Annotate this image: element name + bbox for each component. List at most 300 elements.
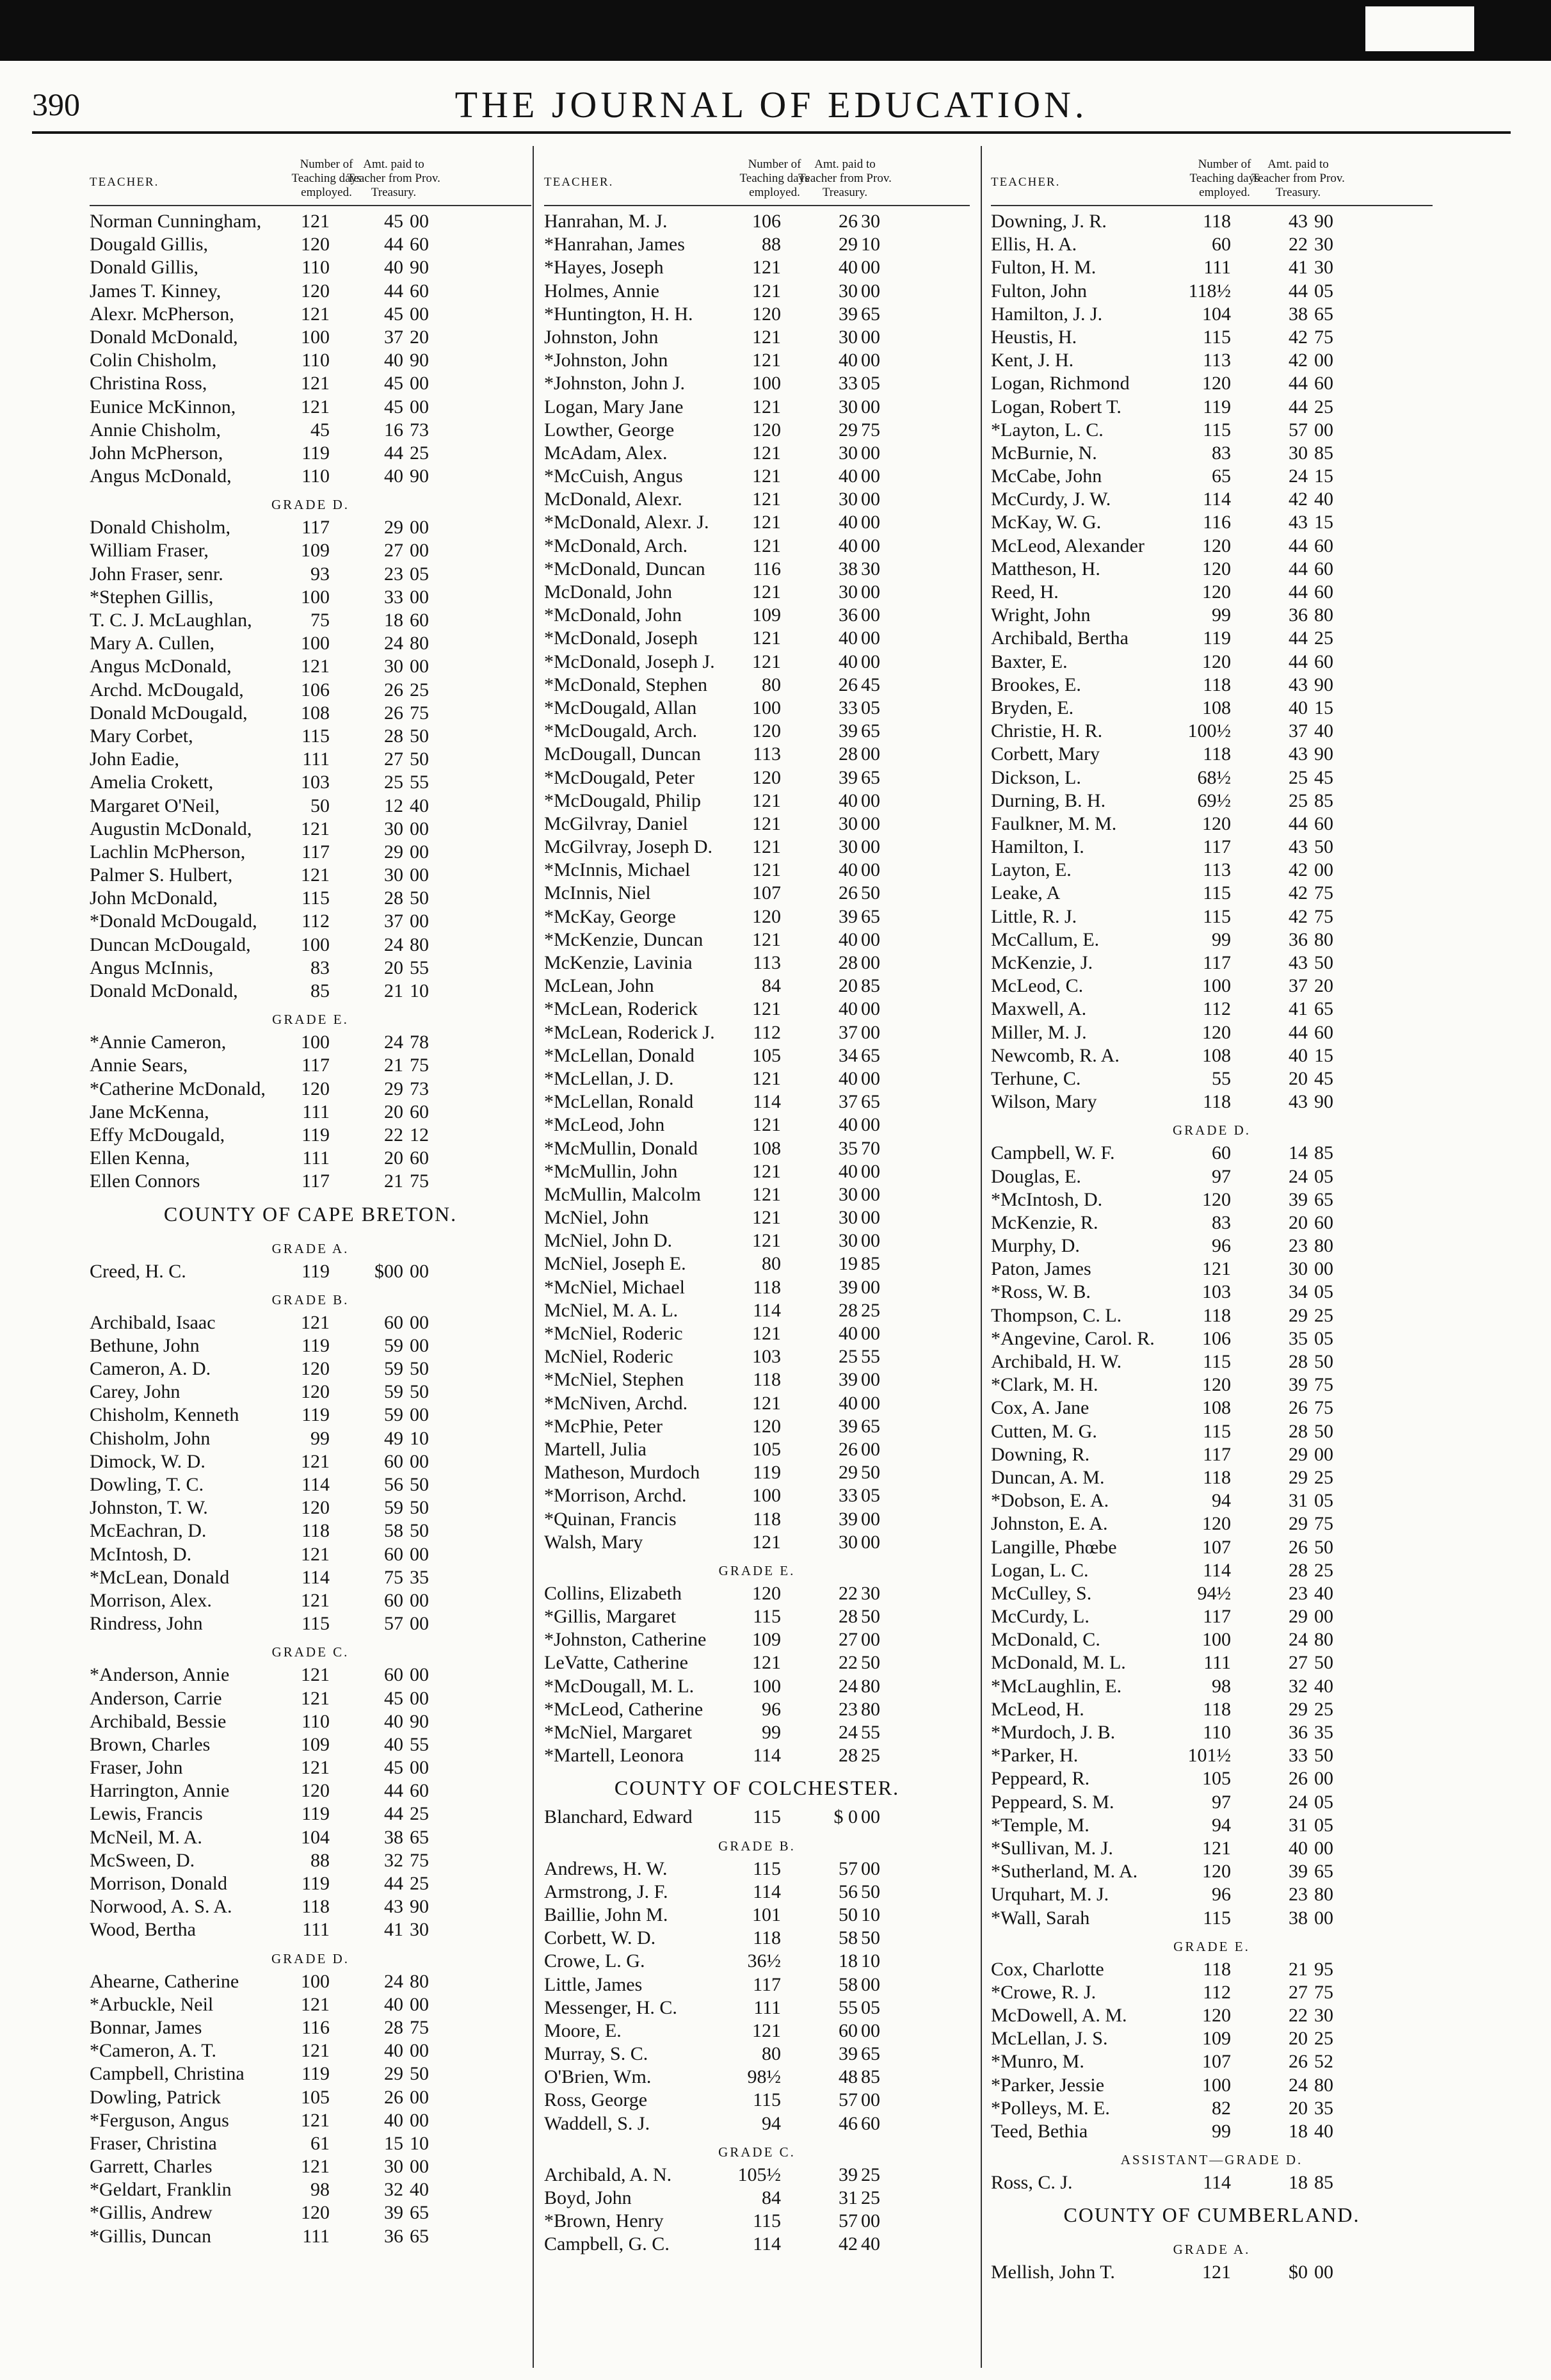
teacher-name: Ross, George	[544, 2089, 648, 2111]
teaching-days: 105½	[737, 2164, 781, 2185]
teaching-days: 119	[1203, 396, 1231, 417]
amount-dollars: 30	[839, 836, 858, 858]
amount-dollars: 29	[384, 841, 403, 862]
teacher-name: Campbell, G. C.	[544, 2233, 670, 2255]
amount-dollars: 42	[1289, 905, 1308, 927]
amount-dollars: 20	[1289, 2097, 1308, 2119]
teacher-row	[90, 1664, 531, 1687]
teaching-days: 115	[1203, 905, 1231, 927]
amount-cents: 50	[861, 1462, 880, 1484]
teacher-name: *Sutherland, M. A.	[991, 1861, 1138, 1882]
teaching-days: 120	[752, 303, 781, 325]
amount-dollars: 58	[839, 1973, 858, 1995]
amount-cents: 00	[861, 257, 880, 279]
amount-dollars: 29	[839, 234, 858, 255]
amount-cents: 25	[1314, 1304, 1333, 1326]
amount-dollars: 44	[384, 234, 403, 255]
teaching-days: 99	[1212, 928, 1231, 950]
teacher-name: *Sullivan, M. J.	[991, 1837, 1113, 1859]
teacher-name: Douglas, E.	[991, 1165, 1081, 1187]
teaching-days: 119	[301, 442, 330, 464]
teacher-name: *Murdoch, J. B.	[991, 1722, 1116, 1743]
amount-cents: 30	[1314, 234, 1333, 255]
teaching-days: 109	[301, 1733, 330, 1755]
teacher-row	[90, 1687, 531, 1710]
teacher-row	[90, 2109, 531, 2132]
amount-cents: 80	[861, 1675, 880, 1697]
teacher-name: McBurnie, N.	[991, 442, 1097, 464]
teaching-days: 105	[301, 2086, 330, 2108]
teaching-days: 60	[1212, 1142, 1231, 1164]
amount-cents: 05	[861, 373, 880, 394]
teaching-days: 100	[1202, 2074, 1231, 2096]
amount-cents: 05	[1314, 1490, 1333, 1512]
teacher-name: Rindress, John	[90, 1613, 203, 1635]
teaching-days: 60	[1212, 234, 1231, 255]
teaching-days: 100	[301, 586, 330, 608]
teacher-row	[991, 998, 1433, 1021]
teacher-name: *McDonald, Arch.	[544, 535, 688, 556]
amount-dollars: 41	[1289, 998, 1308, 1020]
teacher-row	[544, 1461, 970, 1484]
amount-dollars: 32	[384, 2179, 403, 2201]
teacher-row	[544, 2020, 970, 2043]
amount-cents: 60	[410, 610, 429, 631]
teacher-name: Collins, Elizabeth	[544, 1582, 682, 1604]
teacher-row	[991, 697, 1433, 720]
teaching-days: 97	[1212, 1165, 1231, 1187]
teacher-name: McAdam, Alex.	[544, 442, 668, 464]
teaching-days: 121	[752, 280, 781, 302]
amount-dollars: 44	[1289, 280, 1308, 302]
teaching-days: 83	[310, 957, 330, 978]
amount-dollars: 39	[839, 1276, 858, 1298]
teacher-name: Layton, E.	[991, 859, 1072, 881]
teacher-row	[90, 725, 531, 748]
teacher-row	[90, 1496, 531, 1519]
teacher-row	[544, 720, 970, 743]
teacher-row	[544, 789, 970, 813]
teacher-row	[90, 632, 531, 655]
teacher-name: Palmer S. Hulbert,	[90, 864, 233, 886]
amount-dollars: 40	[839, 535, 858, 556]
teacher-row	[90, 563, 531, 586]
teacher-name: Cameron, A. D.	[90, 1358, 211, 1380]
amount-dollars: 60	[384, 1664, 403, 1686]
teacher-name: McCabe, John	[991, 465, 1102, 487]
grade-heading: GRADE D.	[271, 497, 350, 513]
teacher-row	[90, 1334, 531, 1357]
teaching-days: 103	[301, 772, 330, 793]
teacher-row	[90, 1380, 531, 1404]
teacher-name: Wood, Bertha	[90, 1919, 196, 1941]
teaching-days: 114	[753, 1299, 781, 1321]
teacher-row	[544, 280, 970, 303]
amount-cents: 40	[410, 795, 429, 816]
teaching-days: 111	[302, 749, 330, 770]
amount-dollars: 16	[384, 419, 403, 441]
teacher-name: Moore, E.	[544, 2020, 622, 2041]
amount-dollars: 57	[839, 2089, 858, 2111]
teaching-days: 120	[752, 1415, 781, 1437]
scan-dark-band	[0, 0, 1551, 61]
amount-cents: 90	[410, 1896, 429, 1918]
teacher-row	[544, 1252, 970, 1275]
amount-dollars: 18	[839, 1950, 858, 1972]
teacher-name: Reed, H.	[991, 581, 1059, 603]
amount-cents: 80	[410, 1970, 429, 1992]
teacher-name: Mellish, John T.	[991, 2262, 1115, 2283]
amount-dollars: 30	[839, 489, 858, 510]
teacher-row	[90, 980, 531, 1003]
teacher-row	[991, 326, 1433, 349]
teaching-days: 108	[1202, 697, 1231, 718]
amount-cents: 90	[410, 257, 429, 279]
teacher-row	[991, 511, 1433, 534]
teacher-name: McLeod, Alexander	[991, 535, 1145, 556]
column-3	[991, 146, 1433, 2380]
teaching-days: 114	[1203, 1559, 1231, 1581]
teaching-days: 120	[1202, 2005, 1231, 2027]
amount-cents: 80	[1314, 2074, 1333, 2096]
teaching-days: 121	[752, 651, 781, 672]
amount-dollars: 24	[839, 1675, 858, 1697]
amount-cents: 65	[861, 303, 880, 325]
teacher-name: Logan, Mary Jane	[544, 396, 684, 417]
teaching-days: 121	[1202, 1258, 1231, 1280]
teacher-row	[544, 419, 970, 442]
amount-cents: 50	[1314, 1652, 1333, 1674]
amount-dollars: 39	[839, 720, 858, 742]
amount-cents: 50	[1314, 1745, 1333, 1767]
teaching-days: 119	[301, 1334, 330, 1356]
amount-cents: 00	[410, 1613, 429, 1635]
amount-cents: 25	[861, 1745, 880, 1767]
amount-dollars: 30	[384, 2156, 403, 2178]
teacher-row	[991, 372, 1433, 395]
county-heading: COUNTY OF CUMBERLAND.	[1063, 2203, 1360, 2227]
teaching-days: 117	[1203, 952, 1231, 973]
teacher-row	[544, 1996, 970, 2020]
amount-cents: 00	[861, 1858, 880, 1879]
teacher-row	[90, 1170, 531, 1193]
amount-cents: 00	[1314, 350, 1333, 371]
teaching-days: 100½	[1187, 720, 1231, 742]
amount-cents: 60	[1314, 813, 1333, 834]
amount-dollars: 33	[384, 586, 403, 608]
amount-dollars: 40	[1289, 697, 1308, 718]
teacher-name: Mary Corbet,	[90, 725, 193, 747]
amount-dollars: 43	[1289, 211, 1308, 232]
amount-cents: 00	[861, 928, 880, 950]
teacher-name: McKay, W. G.	[991, 512, 1102, 533]
amount-dollars: 30	[839, 326, 858, 348]
teacher-row	[90, 910, 531, 933]
amount-cents: 85	[861, 1253, 880, 1275]
teaching-days: 112	[1203, 1981, 1231, 2003]
teacher-row	[90, 1101, 531, 1124]
teacher-row	[991, 2171, 1433, 2194]
teacher-name: Effy McDougald,	[90, 1124, 225, 1145]
teaching-days: 118	[1203, 1091, 1231, 1113]
amount-cents: 75	[410, 2016, 429, 2038]
teacher-name: *Hanrahan, James	[544, 234, 685, 255]
teacher-row	[991, 1258, 1433, 1281]
teaching-days: 61	[310, 2132, 330, 2154]
amount-cents: 40	[1314, 489, 1333, 510]
amount-cents: 50	[1314, 1420, 1333, 1442]
amount-cents: 00	[861, 1114, 880, 1136]
amount-dollars: 44	[384, 442, 403, 464]
amount-dollars: 43	[1289, 952, 1308, 973]
amount-cents: 25	[1314, 1698, 1333, 1720]
teacher-row	[544, 511, 970, 534]
teacher-row	[90, 934, 531, 957]
amount-dollars: 46	[839, 2112, 858, 2134]
teacher-row	[544, 1183, 970, 1206]
teaching-days: 83	[1212, 442, 1231, 464]
teaching-days: 121	[752, 1114, 781, 1136]
teacher-row	[544, 604, 970, 627]
amount-dollars: 29	[1289, 1443, 1308, 1465]
teacher-row	[991, 1142, 1433, 1165]
teacher-name: *Ferguson, Angus	[90, 2109, 229, 2131]
amount-dollars: 30	[384, 818, 403, 839]
teacher-name: *McDougald, Peter	[544, 766, 695, 788]
teacher-row	[90, 465, 531, 488]
amount-cents: 65	[861, 905, 880, 927]
amount-cents: 00	[410, 1543, 429, 1565]
teaching-days: 119	[301, 1803, 330, 1825]
amount-dollars: 25	[1289, 789, 1308, 811]
teaching-days: 120	[752, 766, 781, 788]
teacher-name: Garrett, Charles	[90, 2156, 213, 2178]
teaching-days: 121	[301, 2040, 330, 2062]
amount-dollars: 30	[839, 396, 858, 417]
teaching-days: 118	[1203, 1466, 1231, 1488]
amount-cents: 00	[410, 1687, 429, 1709]
amount-cents: 25	[1314, 1466, 1333, 1488]
teacher-row	[991, 349, 1433, 372]
teacher-name: Brown, Charles	[90, 1733, 211, 1755]
amount-dollars: 24	[384, 1970, 403, 1992]
teaching-days: 100	[1202, 1629, 1231, 1651]
amount-cents: 50	[410, 2063, 429, 2085]
teaching-days: 120	[1202, 1513, 1231, 1535]
amount-cents: 35	[1314, 2097, 1333, 2119]
teaching-days: 88	[762, 234, 781, 255]
amount-cents: 00	[410, 1404, 429, 1426]
teacher-row	[90, 2086, 531, 2109]
teaching-days: 114	[1203, 489, 1231, 510]
amount-cents: 00	[1314, 859, 1333, 881]
teacher-name: *McDougald, Philip	[544, 789, 701, 811]
amount-cents: 65	[861, 720, 880, 742]
grade-heading: GRADE D.	[271, 1950, 350, 1966]
teaching-days: 121	[301, 1757, 330, 1779]
teaching-days: 96	[1212, 1884, 1231, 1906]
amount-cents: 50	[1314, 952, 1333, 973]
teaching-days: 110	[301, 257, 330, 279]
teacher-row	[991, 905, 1433, 928]
grade-heading: GRADE C.	[718, 2144, 796, 2160]
amount-dollars: 38	[384, 1826, 403, 1848]
amount-dollars: 44	[384, 280, 403, 302]
amount-cents: 75	[410, 1849, 429, 1871]
teacher-name: Archibald, Isaac	[90, 1311, 216, 1333]
amount-dollars: 28	[839, 1606, 858, 1628]
amount-cents: 25	[1314, 1559, 1333, 1581]
amount-cents: 85	[1314, 789, 1333, 811]
amount-dollars: 28	[839, 743, 858, 765]
teacher-name: *McNiel, Margaret	[544, 1722, 693, 1743]
amount-dollars: $00	[374, 1260, 403, 1282]
amount-dollars: 26	[384, 2086, 403, 2108]
grade-heading: GRADE A.	[1173, 2242, 1251, 2258]
teacher-row	[544, 951, 970, 975]
teacher-row	[90, 818, 531, 841]
teaching-days: 120	[301, 2202, 330, 2224]
teacher-name: McLeod, C.	[991, 975, 1084, 997]
teacher-name: *McNiel, Roderic	[544, 1323, 683, 1344]
amount-dollars: 39	[839, 905, 858, 927]
amount-cents: 00	[1314, 1606, 1333, 1628]
teaching-days: 120	[1202, 1021, 1231, 1043]
teacher-row	[991, 256, 1433, 279]
amount-cents: 10	[410, 2132, 429, 2154]
teacher-name: *McLean, Donald	[90, 1566, 230, 1588]
amount-cents: 65	[1314, 1861, 1333, 1882]
teacher-name: *McNiel, Stephen	[544, 1369, 684, 1391]
teacher-row	[991, 2120, 1433, 2143]
amount-dollars: 21	[1289, 1958, 1308, 1980]
teaching-days: 120	[301, 280, 330, 302]
teacher-name: *Wall, Sarah	[991, 1907, 1090, 1929]
teacher-name: Archibald, Bessie	[90, 1710, 227, 1732]
teaching-days: 118	[301, 1520, 330, 1542]
teaching-days: 109	[301, 540, 330, 562]
amount-cents: 00	[861, 1392, 880, 1414]
teacher-name: Peppeard, S. M.	[991, 1791, 1114, 1813]
teacher-row	[991, 1837, 1433, 1860]
amount-cents: 75	[410, 702, 429, 724]
teacher-row	[544, 1927, 970, 1950]
teaching-days: 121	[301, 396, 330, 417]
teacher-name: *Polleys, M. E.	[991, 2097, 1110, 2119]
teacher-row	[991, 1420, 1433, 1443]
teacher-row	[991, 1721, 1433, 1744]
amount-dollars: 44	[1289, 396, 1308, 417]
teaching-days: 121	[301, 1543, 330, 1565]
teaching-days: 100	[752, 1485, 781, 1507]
amount-dollars: 34	[839, 1044, 858, 1066]
teacher-name: Donald McDougald,	[90, 702, 248, 724]
amount-dollars: 39	[839, 2164, 858, 2185]
amount-cents: 00	[861, 581, 880, 603]
amount-cents: 00	[410, 1450, 429, 1472]
teacher-name: Eunice McKinnon,	[90, 396, 236, 417]
teacher-name: Bryden, E.	[991, 697, 1074, 718]
amount-dollars: 24	[839, 1722, 858, 1743]
teacher-row	[544, 396, 970, 419]
teaching-days: 100	[301, 1032, 330, 1053]
teacher-name: Chisholm, Kenneth	[90, 1404, 239, 1426]
amount-dollars: 24	[1289, 1165, 1308, 1187]
amount-cents: 35	[1314, 1722, 1333, 1743]
teaching-days: 121	[301, 656, 330, 677]
amount-cents: 00	[410, 540, 429, 562]
teaching-days: 121	[752, 836, 781, 858]
amount-cents: 00	[861, 1230, 880, 1252]
teacher-name: Dickson, L.	[991, 766, 1081, 788]
teacher-name: Logan, L. C.	[991, 1559, 1089, 1581]
header-teacher: TEACHER.	[90, 175, 159, 189]
amount-dollars: 43	[1289, 1091, 1308, 1113]
amount-cents: 73	[410, 419, 429, 441]
teaching-days: 105	[752, 1438, 781, 1460]
teacher-name: Jane McKenna,	[90, 1101, 209, 1122]
amount-cents: 50	[1314, 1536, 1333, 1558]
teacher-row	[991, 303, 1433, 326]
teacher-name: Amelia Crokett,	[90, 772, 214, 793]
column-header-rule	[544, 205, 970, 206]
amount-cents: 60	[410, 1780, 429, 1802]
amount-cents: 25	[410, 442, 429, 464]
teacher-row	[991, 1350, 1433, 1373]
teacher-row	[90, 396, 531, 419]
amount-cents: 00	[861, 1369, 880, 1391]
teaching-days: 50	[310, 795, 330, 816]
teaching-days: 84	[762, 2187, 781, 2208]
header-amount: Amt. paid to Teacher from Prov. Treasury.	[798, 158, 892, 199]
amount-cents: 05	[1314, 1791, 1333, 1813]
teacher-name: *McLeod, John	[544, 1114, 665, 1136]
teacher-name: McMullin, Malcolm	[544, 1183, 701, 1205]
amount-cents: 00	[410, 1260, 429, 1282]
teacher-row	[90, 771, 531, 794]
teacher-row	[544, 1484, 970, 1507]
teacher-name: Waddell, S. J.	[544, 2112, 650, 2134]
teacher-row	[544, 928, 970, 951]
amount-cents: 75	[1314, 882, 1333, 904]
amount-dollars: 24	[1289, 1629, 1308, 1651]
amount-cents: 00	[861, 813, 880, 834]
amount-dollars: 30	[839, 1183, 858, 1205]
amount-dollars: 26	[839, 674, 858, 695]
teacher-name: *Johnston, Catherine	[544, 1629, 707, 1651]
header-amount: Amt. paid to Teacher from Prov. Treasury.	[1251, 158, 1345, 199]
amount-dollars: 30	[384, 656, 403, 677]
teacher-row	[544, 1651, 970, 1674]
teaching-days: 106	[301, 679, 330, 700]
teacher-name: *Johnston, John J.	[544, 373, 686, 394]
amount-cents: 00	[1314, 1768, 1333, 1790]
amount-cents: 50	[1314, 1351, 1333, 1372]
amount-cents: 60	[410, 280, 429, 302]
amount-cents: 05	[1314, 1281, 1333, 1303]
teacher-name: Baxter, E.	[991, 651, 1068, 672]
amount-dollars: 25	[839, 1346, 858, 1368]
amount-cents: 00	[861, 489, 880, 510]
teacher-name: McSween, D.	[90, 1849, 195, 1871]
amount-cents: 80	[861, 1698, 880, 1720]
teacher-row	[90, 2039, 531, 2062]
teacher-name: *Gillis, Andrew	[90, 2202, 213, 2224]
teacher-name: Durning, B. H.	[991, 789, 1106, 811]
amount-cents: 65	[1314, 1188, 1333, 1210]
teacher-row	[991, 1211, 1433, 1235]
amount-cents: 70	[861, 1137, 880, 1159]
